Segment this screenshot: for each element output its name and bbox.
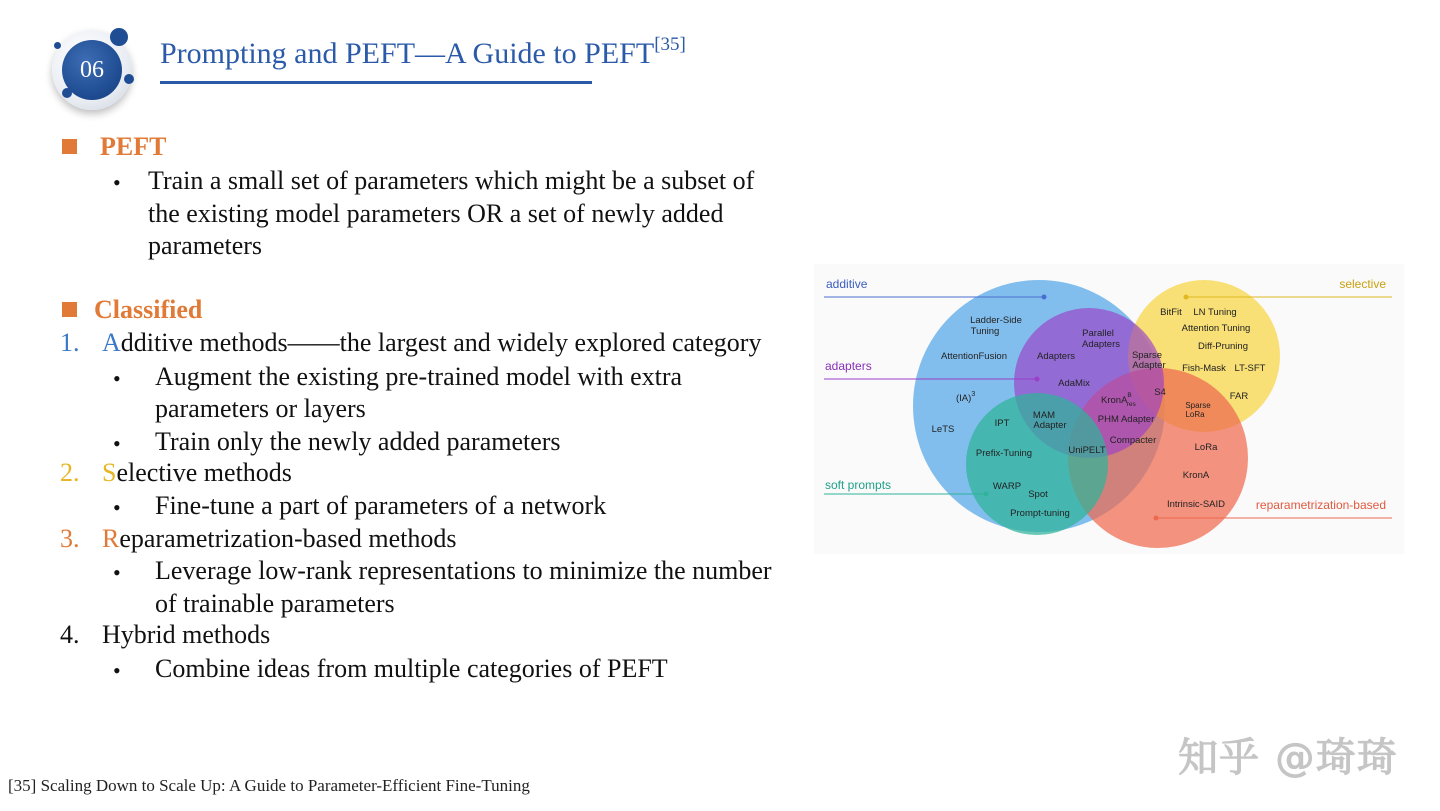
method-label: S4 xyxy=(1154,387,1166,398)
method-label: WARP xyxy=(992,481,1022,492)
item-label: elective methods xyxy=(116,458,292,487)
page-title xyxy=(160,34,686,71)
section-number-badge xyxy=(48,26,140,118)
method-label: Adapters xyxy=(1081,339,1121,350)
method-label: Sparse xyxy=(1131,350,1163,361)
badge-number: 06 xyxy=(62,40,122,100)
method-label: LoRa xyxy=(1194,442,1218,453)
method-item-reparametrization xyxy=(60,523,456,555)
section-heading-classified: Classified xyxy=(94,295,203,324)
method-label: UniPELT xyxy=(1068,445,1106,456)
badge-dot xyxy=(62,88,72,98)
method-label: PHM Adapter xyxy=(1097,414,1155,425)
item-initial: S xyxy=(102,458,117,487)
method-label: LeTS xyxy=(931,424,955,435)
section-marker-square xyxy=(62,302,77,317)
item-number: 2. xyxy=(60,458,80,487)
method-label: AdaMix xyxy=(1058,378,1090,389)
label-selective: selective xyxy=(1339,277,1386,291)
item-number: 4. xyxy=(60,620,80,649)
method-label: Sparse xyxy=(1185,401,1211,410)
item-label: Hybrid methods xyxy=(102,620,271,649)
bullet-dot: • xyxy=(113,495,121,520)
peft-description-line: Train a small set of parameters which might be a subset of xyxy=(148,166,755,195)
method-label: Intrinsic-SAID xyxy=(1166,499,1226,510)
connector-dot xyxy=(1035,377,1040,382)
method-label: Adapter xyxy=(1033,420,1067,431)
method-label: (IA)$^3$ xyxy=(956,391,976,404)
method-label: AttentionFusion xyxy=(940,351,1008,362)
watermark: 知乎 @琦琦 xyxy=(1178,735,1398,781)
section-heading-peft: PEFT xyxy=(100,132,167,161)
reference-footnote: [35] Scaling Down to Scale Up: A Guide to Parameter-Efficient Fine-Tuning xyxy=(8,776,530,795)
sub-bullet-line: Train only the newly added parameters xyxy=(155,427,561,456)
badge-dot xyxy=(54,42,61,49)
connector-dot xyxy=(1154,516,1159,521)
peft-venn-diagram xyxy=(814,264,1404,554)
peft-description-line: parameters xyxy=(148,231,263,260)
label-additive: additive xyxy=(826,277,868,291)
method-item-hybrid xyxy=(60,619,270,651)
sub-bullet-line: Fine-tune a part of parameters of a network xyxy=(155,491,607,520)
method-label: Adapter xyxy=(1132,360,1166,371)
method-label: Tuning xyxy=(970,326,1000,337)
method-label: Diff-Pruning xyxy=(1198,341,1248,352)
peft-description-line: the existing model parameters OR a set of newly added xyxy=(148,199,724,228)
method-label: LT-SFT xyxy=(1234,363,1266,374)
item-number: 1. xyxy=(60,328,80,357)
method-label: FAR xyxy=(1229,391,1249,402)
connector-dot xyxy=(984,492,989,497)
method-label: LN Tuning xyxy=(1193,307,1237,318)
connector-dot xyxy=(1184,295,1189,300)
title-text: Prompting and PEFT—A Guide to PEFT xyxy=(160,37,655,70)
sub-bullet-line: parameters or layers xyxy=(155,394,366,423)
method-label: LoRa xyxy=(1185,410,1205,419)
item-initial: R xyxy=(102,524,120,553)
item-initial: A xyxy=(102,328,121,357)
bullet-dot: • xyxy=(113,560,121,585)
method-item-selective xyxy=(60,457,292,489)
method-label: Prompt-tuning xyxy=(1010,508,1070,519)
title-citation: [35] xyxy=(654,34,686,55)
method-label: Fish-Mask xyxy=(1182,363,1226,374)
badge-dot xyxy=(124,74,134,84)
method-label: KronA$^B$ res xyxy=(1101,392,1136,408)
method-label: IPT xyxy=(994,418,1010,429)
title-underline xyxy=(160,81,592,84)
method-item-additive xyxy=(60,327,761,359)
method-label: Attention Tuning xyxy=(1181,323,1251,334)
badge-dot xyxy=(110,28,128,46)
label-adapters: adapters xyxy=(825,359,872,373)
section-marker-square xyxy=(62,139,77,154)
item-label: dditive methods——the largest and widely explored category xyxy=(120,328,762,357)
bullet-dot: • xyxy=(113,366,121,391)
item-label: eparametrization-based methods xyxy=(119,524,457,553)
bullet-dot: • xyxy=(113,658,121,683)
bullet-dot: • xyxy=(113,170,121,195)
sub-bullet-line: of trainable parameters xyxy=(155,589,395,618)
method-label: Adapters xyxy=(1036,351,1076,362)
method-label: Prefix-Tuning xyxy=(975,448,1033,459)
sub-bullet-line: Leverage low-rank representations to minimize the number xyxy=(155,556,772,585)
item-number: 3. xyxy=(60,524,80,553)
method-label: BitFit xyxy=(1160,307,1182,318)
sub-bullet-line: Augment the existing pre-trained model with extra xyxy=(155,362,683,391)
method-label: Ladder-Side xyxy=(970,315,1022,326)
method-label: MAM xyxy=(1032,410,1056,421)
method-label: KronA xyxy=(1182,470,1210,481)
sub-bullet-line: Combine ideas from multiple categories of PEFT xyxy=(155,654,668,683)
bullet-dot: • xyxy=(113,431,121,456)
label-soft-prompts: soft prompts xyxy=(825,478,892,492)
method-label: Compacter xyxy=(1109,435,1157,446)
method-label: Spot xyxy=(1028,489,1048,500)
method-label: Parallel xyxy=(1082,328,1114,339)
connector-dot xyxy=(1042,295,1047,300)
label-reparametrization: reparametrization-based xyxy=(1255,498,1386,512)
